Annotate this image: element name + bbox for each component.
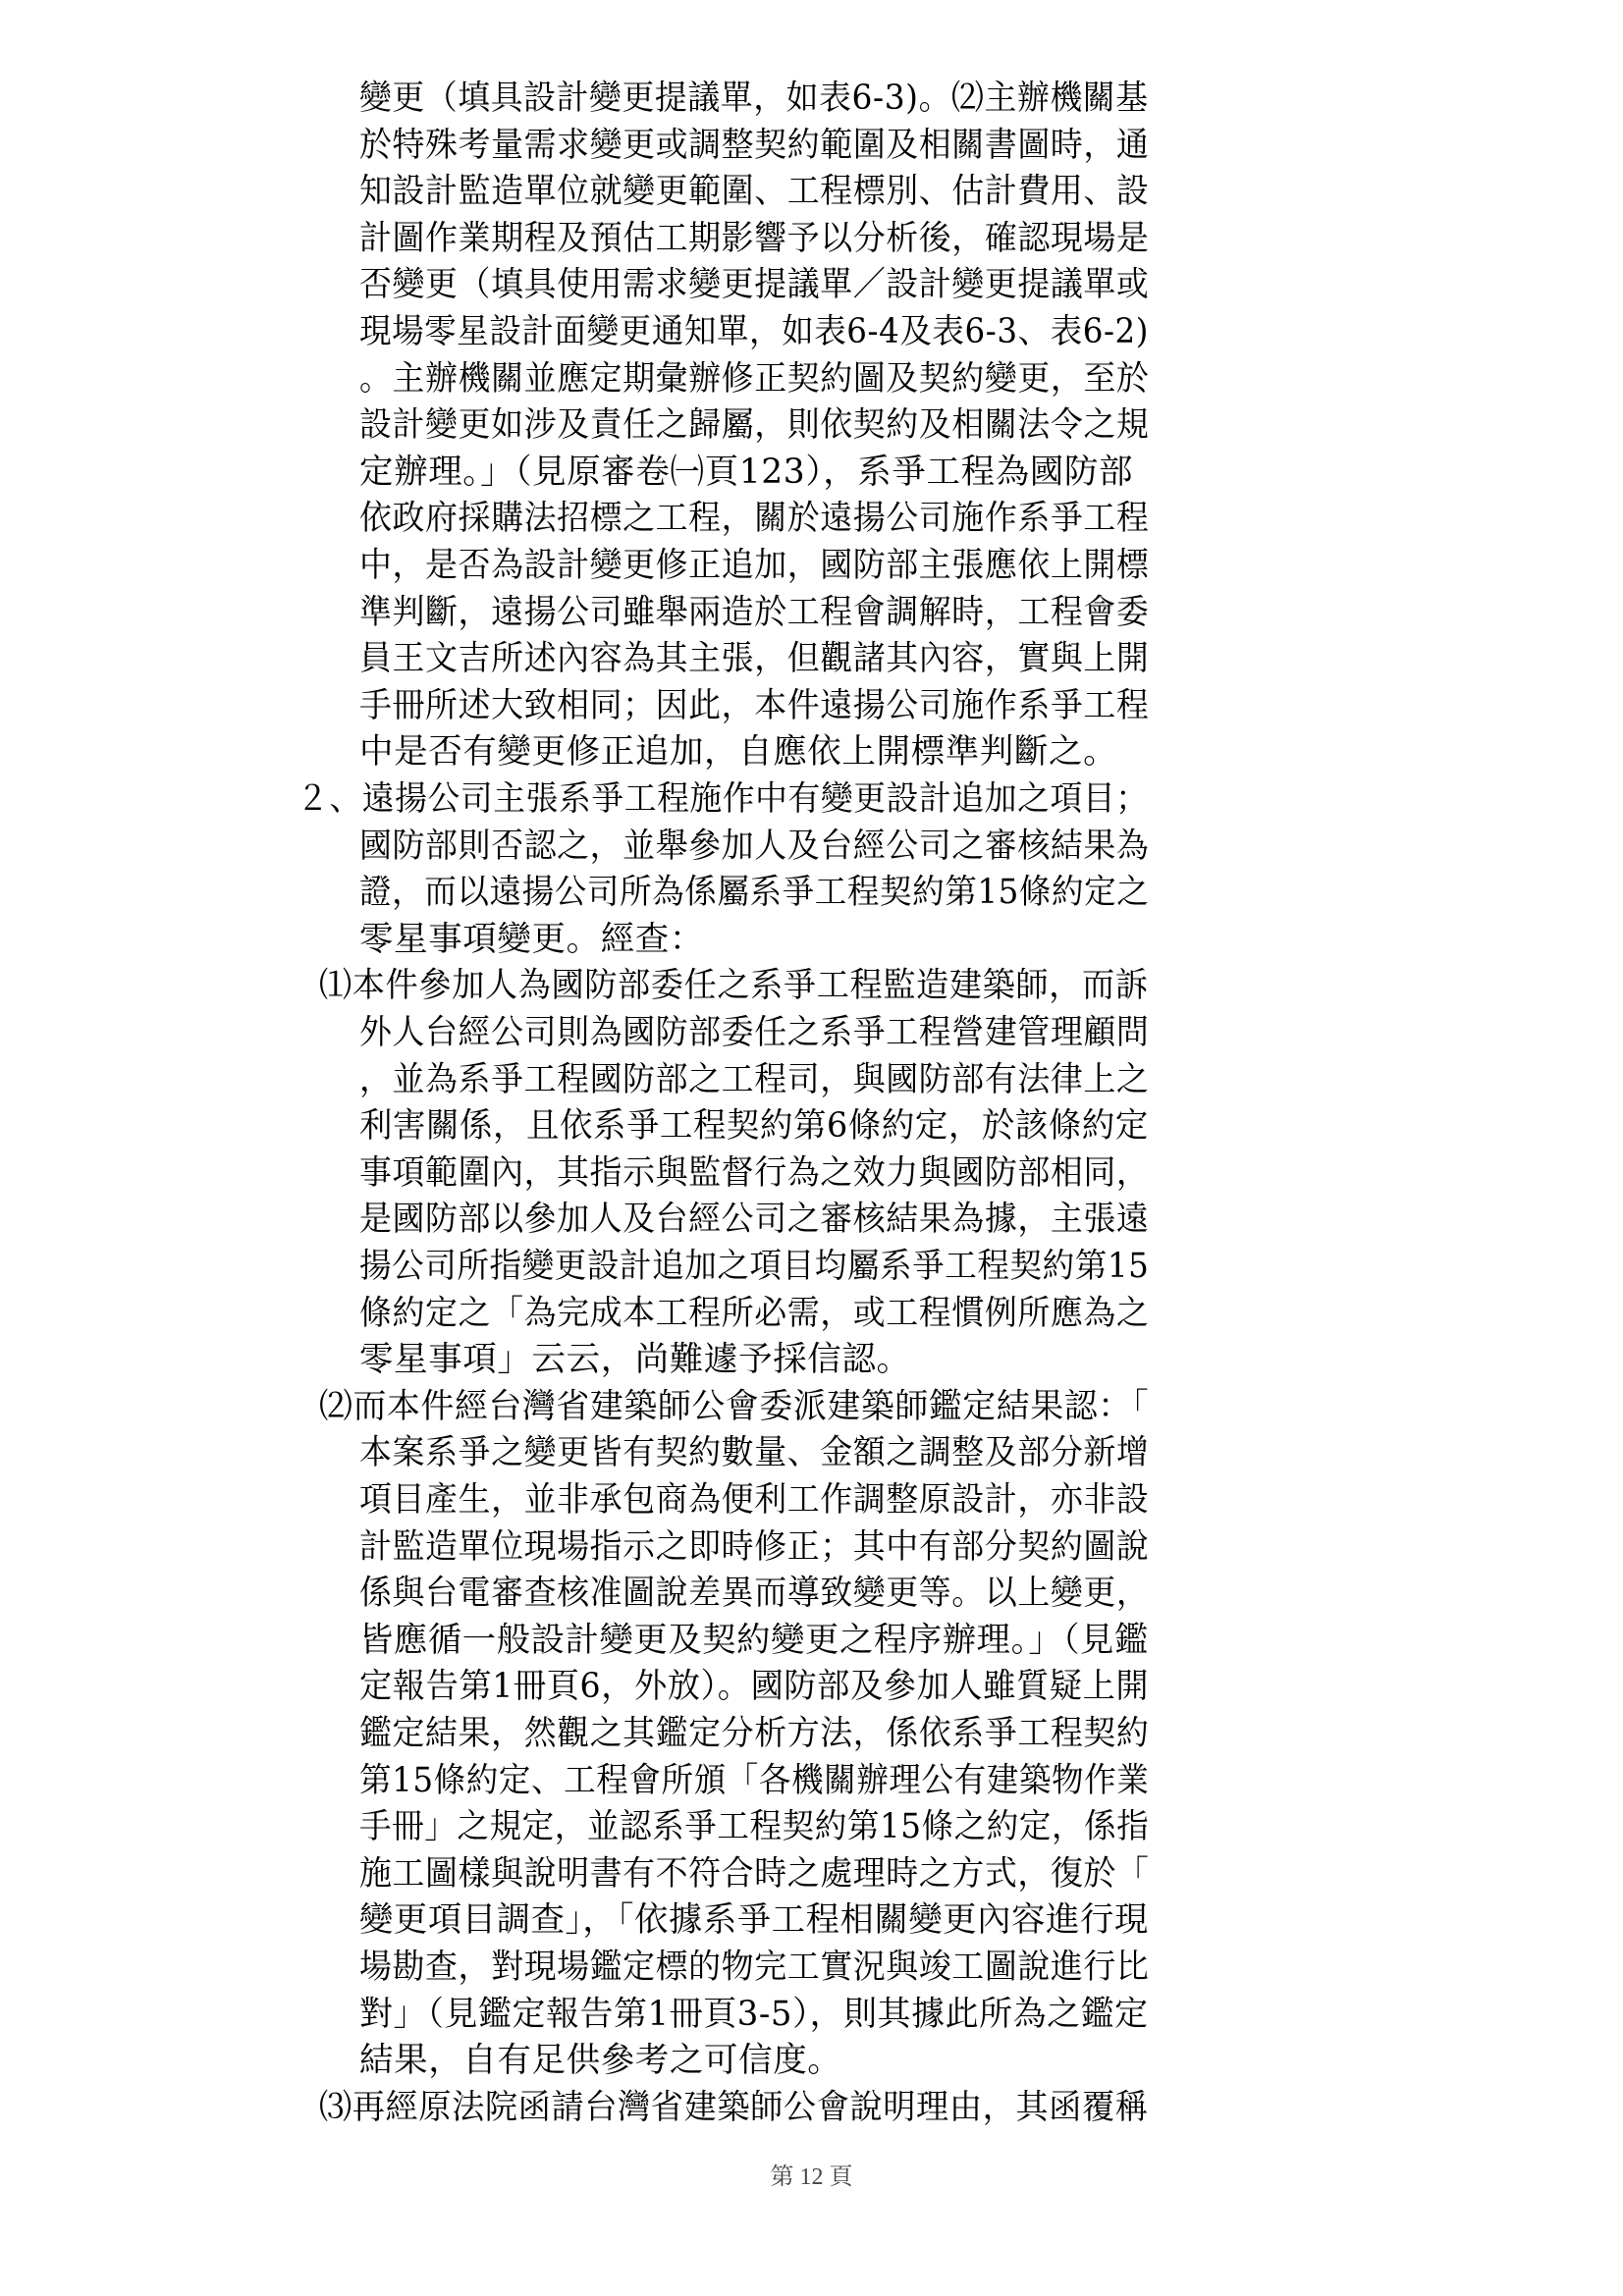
text-line: 證，而以遠揚公司所為係屬系爭工程契約第15條約定之 <box>359 873 1150 913</box>
text-line: ⑵而本件經台灣省建築師公會委派建築師鑑定結果認：「 <box>319 1386 1150 1426</box>
text-line: 。主辦機關並應定期彙辦修正契約圖及契約變更，至於 <box>359 358 1150 399</box>
text-line: 知設計監造單位就變更範圍、工程標別、估計費用、設 <box>359 172 1150 212</box>
text-line: 計監造單位現場指示之即時修正；其中有部分契約圖說 <box>359 1526 1150 1567</box>
text-line: 場勘查，對現場鑑定標的物完工實況與竣工圖說進行比 <box>359 1948 1150 1987</box>
text-line: 設計變更如涉及責任之歸屬，則依契約及相關法令之規 <box>359 405 1150 446</box>
text-line: 變更（填具設計變更提議單，如表6-3)。⑵主辦機關基 <box>359 79 1149 118</box>
text-line: 零星事項變更。經查： <box>359 919 704 959</box>
text-line: 否變更（填具使用需求變更提議單／設計變更提議單或 <box>359 265 1150 305</box>
text-line: 中是否有變更修正追加，自應依上開標準判斷之。 <box>359 732 1118 773</box>
text-line: 皆應循一般設計變更及契約變更之程序辦理。」（見鑑 <box>359 1620 1149 1660</box>
text-line: 手冊所述大致相同；因此，本件遠揚公司施作系爭工程 <box>359 685 1150 725</box>
text-line: ２、遠揚公司主張系爭工程施作中有變更設計追加之項目； <box>297 779 1149 819</box>
text-line: 定報告第1冊頁6，外放）。國防部及參加人雖質疑上開 <box>359 1667 1150 1707</box>
text-line: 施工圖樣與說明書有不符合時之處理時之方式，復於「 <box>359 1853 1150 1894</box>
text-line: 計圖作業期程及預估工期影響予以分析後，確認現場是 <box>359 218 1150 258</box>
text-line: 國防部則否認之，並舉參加人及台經公司之審核結果為 <box>359 826 1150 866</box>
text-line: 第15條約定、工程會所頒「各機關辦理公有建築物作業 <box>359 1760 1150 1800</box>
text-line: 事項範圍內，其指示與監督行為之效力與國防部相同， <box>359 1152 1150 1193</box>
text-line: 外人台經公司則為國防部委任之系爭工程營建管理顧問 <box>359 1013 1150 1052</box>
text-line: 定辦理。」（見原審卷㈠頁123），系爭工程為國防部 <box>359 452 1134 492</box>
text-line: ⑶再經原法院函請台灣省建築師公會說明理由，其函覆稱 <box>319 2087 1149 2127</box>
text-line: 變更項目調查」，「依據系爭工程相關變更內容進行現 <box>359 1900 1149 1941</box>
text-line: 鑑定結果，然觀之其鑑定分析方法，係依系爭工程契約 <box>359 1714 1150 1753</box>
text-line: 項目產生，並非承包商為便利工作調整原設計，亦非設 <box>359 1480 1150 1520</box>
text-line: 於特殊考量需求變更或調整契約範圍及相關書圖時，通 <box>359 125 1150 165</box>
text-line: 對」（見鑑定報告第1冊頁3-5），則其據此所為之鑑定 <box>359 1994 1149 2034</box>
text-line: 現場零星設計面變更通知單，如表6-4及表6-3、表6-2) <box>359 312 1150 351</box>
text-line: ⑴本件參加人為國防部委任之系爭工程監造建築師，而訴 <box>319 966 1149 1006</box>
text-line: 零星事項」云云，尚難遽予採信認。 <box>359 1340 911 1380</box>
text-line: ，並為系爭工程國防部之工程司，與國防部有法律上之 <box>359 1059 1150 1099</box>
text-line: 是國防部以參加人及台經公司之審核結果為據，主張遠 <box>359 1200 1150 1240</box>
text-line: 係與台電審查核准圖說差異而導致變更等。以上變更， <box>359 1574 1150 1614</box>
text-line: 利害關係，且依系爭工程契約第6條約定，於該條約定 <box>359 1106 1149 1147</box>
text-line: 結果，自有足供參考之可信度。 <box>359 2041 842 2081</box>
text-line: 手冊」之規定，並認系爭工程契約第15條之約定，係指 <box>359 1807 1150 1847</box>
text-line: 員王文吉所述內容為其主張，但觀諸其內容，實與上開 <box>359 639 1150 679</box>
text-line: 本案系爭之變更皆有契約數量、金額之調整及部分新增 <box>359 1433 1150 1473</box>
text-line: 準判斷，遠揚公司雖舉兩造於工程會調解時，工程會委 <box>359 592 1150 632</box>
text-line: 條約定之「為完成本工程所必需，或工程慣例所應為之 <box>359 1293 1150 1333</box>
text-line: 揚公司所指變更設計追加之項目均屬系爭工程契約第15 <box>359 1247 1150 1286</box>
text-line: 中，是否為設計變更修正追加，國防部主張應依上開標 <box>359 546 1150 585</box>
page-number: 第 12 頁 <box>770 2164 853 2190</box>
text-line: 依政府採購法招標之工程，關於遠揚公司施作系爭工程 <box>359 499 1150 539</box>
